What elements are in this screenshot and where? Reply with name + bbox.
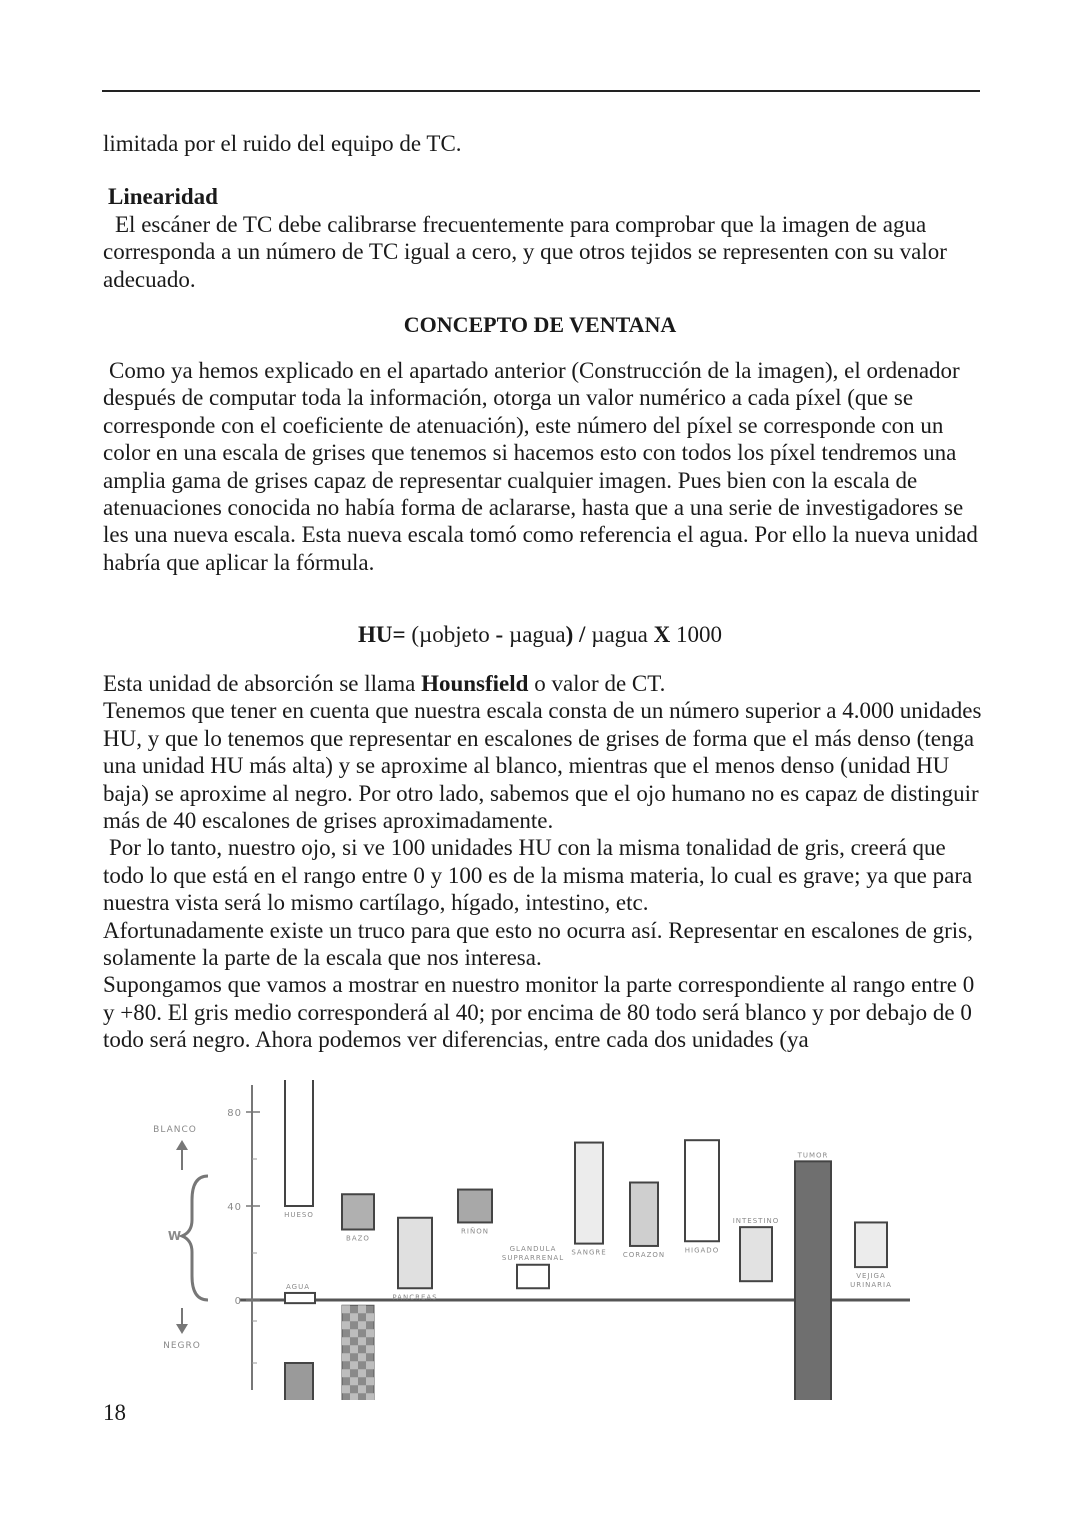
header-rule: [102, 90, 980, 92]
hounsfield-line: [103, 670, 983, 697]
tissue-label: BAZO: [346, 1234, 370, 1243]
bar-pattern-cell: [342, 1369, 350, 1377]
formula-close: ): [565, 622, 574, 647]
bar-seno: [285, 1363, 313, 1400]
paragraph-eye: Por lo tanto, nuestro ojo, si ve 100 unidades HU con la misma tonalidad de gris, creerá que todo lo que está en el rango entre 0 y 100 es de la misma materia, lo cual es grave; ya que para nuestra vista será lo mismo cartílago, hígado, intestino, etc.: [103, 835, 973, 916]
tissue-label: GLANDULA: [509, 1244, 557, 1253]
formula-mu-water-2: µagua: [591, 622, 648, 647]
linearidad-heading: Linearidad: [108, 184, 218, 209]
bar-pattern-cell: [350, 1393, 358, 1400]
formula-mu-object: µobjeto: [419, 622, 490, 647]
formula-mu-water: µagua: [508, 622, 566, 647]
formula-slash: /: [579, 622, 586, 647]
y-tick-label: 0: [234, 1296, 242, 1307]
hounsfield-after: o valor de CT.: [528, 671, 666, 696]
formula-lhs: HU=: [358, 622, 406, 647]
hu-formula: [0, 622, 1080, 648]
page-number: 18: [103, 1400, 126, 1425]
bar-vejiga-urinaria: [855, 1222, 887, 1267]
section-title: CONCEPTO DE VENTANA: [403, 312, 677, 337]
bar-pattern-cell: [342, 1385, 350, 1393]
formula-times: X: [653, 622, 671, 647]
bar-hueso: [285, 1080, 313, 1206]
bar-pattern-cell: [358, 1321, 366, 1329]
bar-pattern-cell: [358, 1369, 366, 1377]
linearidad-body: El escáner de TC debe calibrarse frecuentemente para comprobar que la imagen de agua corresponda a un número de TC igual a cero, y que otros tejidos se representen con su valor adecuado.: [103, 212, 947, 292]
tissue-label: PANCREAS: [392, 1293, 438, 1302]
tissue-label: HIGADO: [684, 1246, 720, 1255]
bar-pancreas: [398, 1218, 432, 1289]
formula-minus: -: [495, 622, 504, 647]
intro-paragraph: Como ya hemos explicado en el apartado anterior (Construcción de la imagen), el ordenador después de computar toda la información, otorga un valor numérico a cada píxel (que se corresponde con el coeficiente de atenuación), este número del píxel se corresponde con un color en una escala de grises que tenemos si hacemos esto con todos los píxel tendremos una amplia gama de grises capaz de representar cualquier imagen. Pues bien con la escala de atenuaciones conocida no había forma de aclararse, hasta que a una serie de investigadores se les una nueva escala. Esta nueva escala tomó como referencia el agua. Por ello la nueva unidad habría que aplicar la fórmula.: [103, 358, 978, 575]
window-brace: [182, 1176, 208, 1300]
tissue-label: TUMOR: [797, 1151, 829, 1160]
body-section: [103, 670, 983, 1054]
bar-pattern-cell: [358, 1385, 366, 1393]
tissue-label: CORAZON: [622, 1250, 666, 1259]
bar-higado: [685, 1140, 719, 1241]
hounsfield-window-chart: [120, 1080, 920, 1400]
paragraph-trick: Afortunadamente existe un truco para que esto no ocurra así. Representar en escalones de gris, solamente la parte de la escala que nos interesa.: [103, 917, 973, 971]
bar-pattern-cell: [358, 1353, 366, 1361]
paragraph-window: Supongamos que vamos a mostrar en nuestro monitor la parte correspondiente al rango entre 0 y +80. El gris medio corresponderá al 40; por encima de 80 todo será blanco y por debajo de 0 todo será negro. Ahora podemos ver diferencias, entre cada dos unidades (ya: [103, 972, 975, 1053]
tissue-label: AGUA: [285, 1282, 311, 1291]
bar-pattern-cell: [342, 1353, 350, 1361]
tissue-label: VEJIGA: [856, 1272, 886, 1281]
bar-riñon: [458, 1190, 492, 1223]
bar-bazo: [342, 1194, 374, 1229]
bar-pattern-cell: [342, 1337, 350, 1345]
bar-pattern-cell: [350, 1377, 358, 1385]
bar-pattern-cell: [366, 1393, 374, 1400]
tissue-label: URINARIA: [850, 1281, 892, 1290]
label-blanco: BLANCO: [153, 1125, 197, 1135]
bar-pattern-cell: [342, 1305, 350, 1313]
tissue-label: INTESTINO: [732, 1217, 780, 1226]
continuation-line: limitada por el ruido del equipo de TC.: [103, 131, 462, 156]
bar-pattern-cell: [358, 1337, 366, 1345]
bar-pattern-cell: [350, 1329, 358, 1337]
y-tick-label: 40: [227, 1202, 242, 1213]
bar-tumor: [795, 1161, 831, 1400]
bar-pattern-cell: [366, 1361, 374, 1369]
label-negro: NEGRO: [163, 1341, 201, 1351]
bar-corazon: [630, 1183, 658, 1246]
bar-pattern-cell: [366, 1377, 374, 1385]
bar-sangre: [575, 1143, 603, 1244]
tissue-label: SANGRE: [571, 1248, 607, 1257]
bar-glandula-suprarrenal: [517, 1265, 549, 1289]
bar-pattern-cell: [350, 1345, 358, 1353]
hounsfield-before: Esta unidad de absorción se llama: [103, 671, 422, 696]
bar-pattern-cell: [350, 1313, 358, 1321]
y-tick-label: 80: [227, 1108, 242, 1119]
paragraph-scale: Tenemos que tener en cuenta que nuestra escala consta de un número superior a 4.000 unidades HU, y que lo tenemos que representar en escalones de grises de forma que el más denso (tenga una unidad HU más alta) y se aproxime al blanco, mientras que el menos denso (unidad HU baja) se aproxime al negro. Por otro lado, sabemos que el ojo humano no es capaz de distinguir más de 40 escalones de grises aproximadamente.: [103, 698, 982, 834]
tissue-label: HUESO: [284, 1211, 314, 1219]
bar-pattern-cell: [342, 1321, 350, 1329]
tissue-label: SUPRARRENAL: [501, 1253, 565, 1262]
bar-pattern-cell: [350, 1361, 358, 1369]
tissue-label: RIÑON: [461, 1227, 489, 1236]
bar-pattern-cell: [358, 1305, 366, 1313]
formula-open: (: [411, 622, 420, 647]
arrow-down-head: [176, 1324, 188, 1334]
hounsfield-term: Hounsfield: [421, 671, 529, 696]
bar-intestino: [740, 1227, 772, 1281]
bar-pattern-cell: [366, 1345, 374, 1353]
formula-factor: 1000: [675, 622, 722, 647]
bar-pattern-cell: [366, 1313, 374, 1321]
bar-pattern-cell: [366, 1329, 374, 1337]
label-w: W: [167, 1229, 183, 1243]
bar-agua: [285, 1293, 315, 1303]
arrow-up-head: [176, 1140, 188, 1150]
